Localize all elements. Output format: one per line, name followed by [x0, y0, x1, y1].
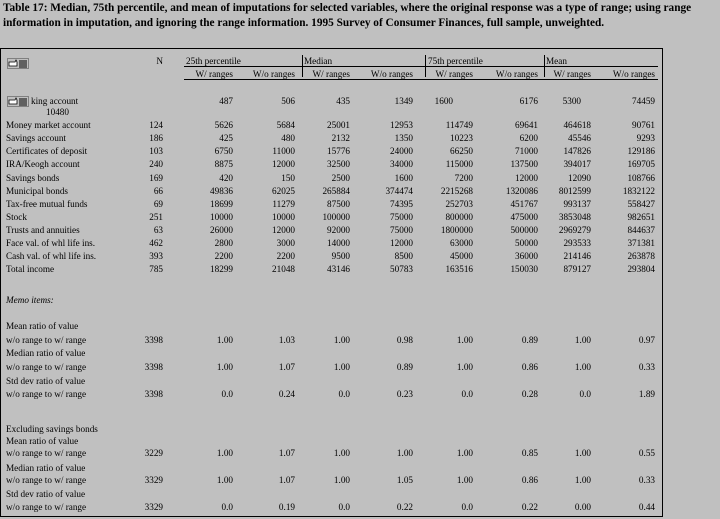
row-value: 435: [336, 96, 350, 106]
memo-value: 1.00: [574, 335, 591, 345]
header-wo-ranges: W/o ranges: [370, 69, 413, 79]
row-value: 464618: [563, 120, 591, 130]
row-value: 506: [281, 96, 295, 106]
memo-value: 1.07: [278, 448, 295, 458]
memo-value: 0.0: [579, 389, 591, 399]
row-value: 371381: [627, 238, 655, 248]
row-value: 2200: [276, 251, 295, 261]
row-value: 293533: [563, 238, 591, 248]
row-n: 169: [149, 173, 163, 183]
row-value: 12000: [390, 238, 413, 248]
row-label: Total income: [6, 264, 55, 274]
memo-value: 0.24: [278, 389, 295, 399]
row-value: 487: [219, 96, 233, 106]
row-value: 12000: [272, 159, 295, 169]
memo-value: 1.00: [216, 362, 233, 372]
row-value: 114749: [445, 120, 473, 130]
row-label: Money market account: [6, 120, 91, 130]
memo-value: 1.00: [333, 362, 350, 372]
row-value: 75000: [390, 225, 413, 235]
memo-value: 1.00: [216, 335, 233, 345]
memo-label: Std dev ratio of value: [6, 376, 86, 386]
row-value: 150: [281, 173, 295, 183]
memo-value: 0.86: [521, 475, 538, 485]
row-value: 1320086: [505, 186, 538, 196]
memo-label: Mean ratio of value: [6, 321, 79, 331]
row-value: 7200: [454, 173, 473, 183]
row-label: Trusts and annuities: [6, 225, 80, 235]
row-value: 1600: [394, 173, 413, 183]
memo-n: 3398: [144, 389, 163, 399]
row-value: 425: [219, 133, 233, 143]
memo-value: 1.03: [278, 335, 295, 345]
row-value: 394017: [563, 159, 591, 169]
row-value: 63000: [450, 238, 473, 248]
row-value: 8875: [214, 159, 233, 169]
memo-value: 0.0: [461, 389, 473, 399]
memo-n: 3398: [144, 335, 163, 345]
row-n: 393: [149, 251, 163, 261]
memo-value: 0.22: [521, 502, 538, 512]
row-value: 374474: [385, 186, 413, 196]
row-value: 12953: [390, 120, 413, 130]
row-value: 11279: [272, 199, 295, 209]
memo-n: 3229: [144, 448, 163, 458]
row-value: 18299: [210, 264, 233, 274]
row-value: 50783: [390, 264, 413, 274]
memo-value: 0.33: [638, 362, 655, 372]
row-n: 251: [149, 212, 163, 222]
row-value: 75000: [390, 212, 413, 222]
row-label: Certificates of deposit: [6, 146, 88, 156]
memo-value: 1.00: [574, 448, 591, 458]
row-n: 69: [153, 199, 163, 209]
row-label: Face val. of whl life ins.: [6, 238, 96, 248]
row-value: 12000: [272, 225, 295, 235]
row-value: 74395: [390, 199, 413, 209]
row-value: 87500: [327, 199, 350, 209]
row-value: 66250: [450, 146, 473, 156]
row-label: Savings bonds: [6, 173, 60, 183]
row-value: 10223: [450, 133, 473, 143]
row-value: 45000: [450, 251, 473, 261]
header-rule: [184, 66, 658, 67]
header-n: N: [156, 56, 163, 66]
row-value: 169705: [627, 159, 655, 169]
row-value: 9293: [636, 133, 655, 143]
row-n: 103: [149, 146, 163, 156]
row-value: 5684: [276, 120, 295, 130]
row-label: Savings account: [6, 133, 66, 143]
row-value: 8500: [394, 251, 413, 261]
memo-n: 3329: [144, 502, 163, 512]
row-value: 25001: [327, 120, 350, 130]
header-wo-ranges: W/o ranges: [495, 69, 538, 79]
header-rule: [184, 79, 658, 80]
row-n: 785: [149, 264, 163, 274]
memo-label: w/o range to w/ range: [6, 475, 87, 485]
row-value: 420: [219, 173, 233, 183]
row-n: 63: [153, 225, 163, 235]
memo-value: 1.07: [278, 362, 295, 372]
memo-value: 0.89: [396, 362, 413, 372]
memo-value: 0.97: [638, 335, 655, 345]
row-value: 45546: [568, 133, 591, 143]
memo-value: 1.00: [456, 335, 473, 345]
row-value: 12000: [515, 173, 538, 183]
header-w-ranges: W/ ranges: [553, 69, 591, 79]
row-value: 844637: [627, 225, 655, 235]
memo-label: w/o range to w/ range: [6, 335, 87, 345]
memo-value: 1.00: [216, 475, 233, 485]
hand-pointer-icon[interactable]: [7, 58, 29, 69]
memo-value: 0.86: [521, 362, 538, 372]
memo-value: 1.89: [638, 389, 655, 399]
row-value: 69641: [515, 120, 538, 130]
row-value: 800000: [445, 212, 473, 222]
memo-value: 0.55: [638, 448, 655, 458]
row-value: 50000: [515, 238, 538, 248]
memo-value: 0.0: [338, 502, 350, 512]
memo-value: 1.07: [278, 475, 295, 485]
row-value: 558427: [627, 199, 655, 209]
row-value: 263878: [627, 251, 655, 261]
memo-label: Excluding savings bonds: [6, 424, 98, 434]
memo-value: 0.98: [396, 335, 413, 345]
row-value: 1800000: [440, 225, 473, 235]
memo-value: 1.00: [396, 448, 413, 458]
row-value: 74459: [632, 96, 655, 106]
row-value: 147826: [563, 146, 591, 156]
header-median: Median: [304, 56, 333, 66]
row-value: 982651: [627, 212, 655, 222]
row-value: 5626: [214, 120, 233, 130]
header-w-ranges: W/ ranges: [435, 69, 473, 79]
header-75th-percentile: 75th percentile: [428, 56, 483, 66]
memo-label: Std dev ratio of value: [6, 489, 86, 499]
row-n: 124: [149, 120, 163, 130]
row-label: Tax-free mutual funds: [6, 199, 88, 209]
row-value: 480: [281, 133, 295, 143]
row-value: 2200: [214, 251, 233, 261]
memo-value: 0.85: [521, 448, 538, 458]
row-value: 2800: [214, 238, 233, 248]
row-value: 49836: [210, 186, 233, 196]
row-label-wrap: 10480: [46, 107, 69, 117]
row-value: 475000: [510, 212, 538, 222]
memo-value: 1.00: [574, 362, 591, 372]
row-value: 6750: [214, 146, 233, 156]
memo-value: 0.22: [396, 502, 413, 512]
memo-label: w/o range to w/ range: [6, 502, 87, 512]
header-mean: Mean: [546, 56, 567, 66]
memo-value: 0.28: [521, 389, 538, 399]
memo-value: 0.0: [461, 502, 473, 512]
memo-value: 0.19: [278, 502, 295, 512]
row-value: 15776: [327, 146, 350, 156]
memo-label: Mean ratio of value: [6, 436, 79, 446]
row-value: 1600: [434, 96, 453, 106]
row-value: 10000: [210, 212, 233, 222]
row-value: 115000: [445, 159, 473, 169]
row-value: 293804: [627, 264, 655, 274]
table-title: Table 17: Median, 75th percentile, and mean of imputations for selected variables, where the original response was a type of range; using range information in imputation, and ignoring the range information. 1995 Survey of Consumer Finances, full sample, unweighted.: [3, 2, 692, 29]
row-value: 3000: [276, 238, 295, 248]
memo-value: 0.0: [221, 502, 233, 512]
row-value: 150030: [510, 264, 538, 274]
row-value: 1832122: [622, 186, 655, 196]
row-value: 12090: [568, 173, 591, 183]
row-value: 92000: [327, 225, 350, 235]
row-value: 163516: [445, 264, 473, 274]
memo-value: 1.00: [456, 475, 473, 485]
row-value: 6176: [519, 96, 538, 106]
header-w-ranges: W/ ranges: [312, 69, 350, 79]
row-value: 2500: [331, 173, 350, 183]
row-value: 265884: [322, 186, 350, 196]
row-value: 2969279: [558, 225, 591, 235]
memo-value: 0.89: [521, 335, 538, 345]
row-n: 240: [149, 159, 163, 169]
row-value: 9500: [331, 251, 350, 261]
memo-value: 1.00: [333, 335, 350, 345]
memo-heading: Memo items:: [6, 295, 54, 305]
row-value: 252703: [445, 199, 473, 209]
row-value: 34000: [390, 159, 413, 169]
row-value: 10000: [272, 212, 295, 222]
memo-value: 1.00: [456, 448, 473, 458]
row-value: 214146: [563, 251, 591, 261]
memo-value: 0.44: [638, 502, 655, 512]
row-label: Stock: [6, 212, 27, 222]
row-value: 8012599: [558, 186, 591, 196]
memo-n: 3398: [144, 362, 163, 372]
row-value: 137500: [510, 159, 538, 169]
row-value: 129186: [627, 146, 655, 156]
row-value: 1349: [394, 96, 413, 106]
memo-value: 0.23: [396, 389, 413, 399]
row-label: king account: [31, 96, 79, 106]
row-value: 108766: [627, 173, 655, 183]
memo-value: 1.00: [333, 448, 350, 458]
table-frame: [0, 48, 663, 517]
row-value: 71000: [515, 146, 538, 156]
memo-value: 0.33: [638, 475, 655, 485]
row-value: 36000: [515, 251, 538, 261]
row-value: 24000: [390, 146, 413, 156]
memo-value: 0.0: [338, 389, 350, 399]
row-value: 451767: [510, 199, 538, 209]
row-n: 462: [149, 238, 163, 248]
memo-n: 3329: [144, 475, 163, 485]
row-n: 66: [153, 186, 163, 196]
row-value: 90761: [632, 120, 655, 130]
row-value: 62025: [272, 186, 295, 196]
memo-value: 0.00: [574, 502, 591, 512]
memo-value: 1.05: [396, 475, 413, 485]
row-value: 993137: [563, 199, 591, 209]
hand-pointer-icon[interactable]: [7, 96, 29, 107]
row-value: 21048: [272, 264, 295, 274]
memo-label: w/o range to w/ range: [6, 389, 87, 399]
memo-value: 1.00: [574, 475, 591, 485]
memo-value: 1.00: [456, 362, 473, 372]
memo-value: 0.0: [221, 389, 233, 399]
header-wo-ranges: W/o ranges: [612, 69, 655, 79]
row-value: 2132: [331, 133, 350, 143]
row-value: 14000: [327, 238, 350, 248]
header-w-ranges: W/ ranges: [195, 69, 233, 79]
row-value: 2215268: [440, 186, 473, 196]
memo-label: Median ratio of value: [6, 348, 86, 358]
row-value: 1350: [394, 133, 413, 143]
row-value: 6200: [519, 133, 538, 143]
row-value: 3853048: [558, 212, 591, 222]
header-25th-percentile: 25th percentile: [186, 56, 241, 66]
memo-label: Median ratio of value: [6, 463, 86, 473]
row-value: 100000: [322, 212, 350, 222]
row-n: 186: [149, 133, 163, 143]
memo-value: 1.00: [216, 448, 233, 458]
memo-value: 1.00: [333, 475, 350, 485]
memo-label: w/o range to w/ range: [6, 448, 87, 458]
row-value: 26000: [210, 225, 233, 235]
memo-label: w/o range to w/ range: [6, 362, 87, 372]
row-label: Municipal bonds: [6, 186, 69, 196]
row-value: 18699: [210, 199, 233, 209]
header-wo-ranges: W/o ranges: [252, 69, 295, 79]
row-value: 43146: [327, 264, 350, 274]
row-value: 32500: [327, 159, 350, 169]
row-value: 500000: [510, 225, 538, 235]
row-value: 5300: [562, 96, 581, 106]
row-label: IRA/Keogh account: [6, 159, 80, 169]
row-value: 11000: [272, 146, 295, 156]
row-value: 879127: [563, 264, 591, 274]
row-label: Cash val. of whl life ins.: [6, 251, 97, 261]
